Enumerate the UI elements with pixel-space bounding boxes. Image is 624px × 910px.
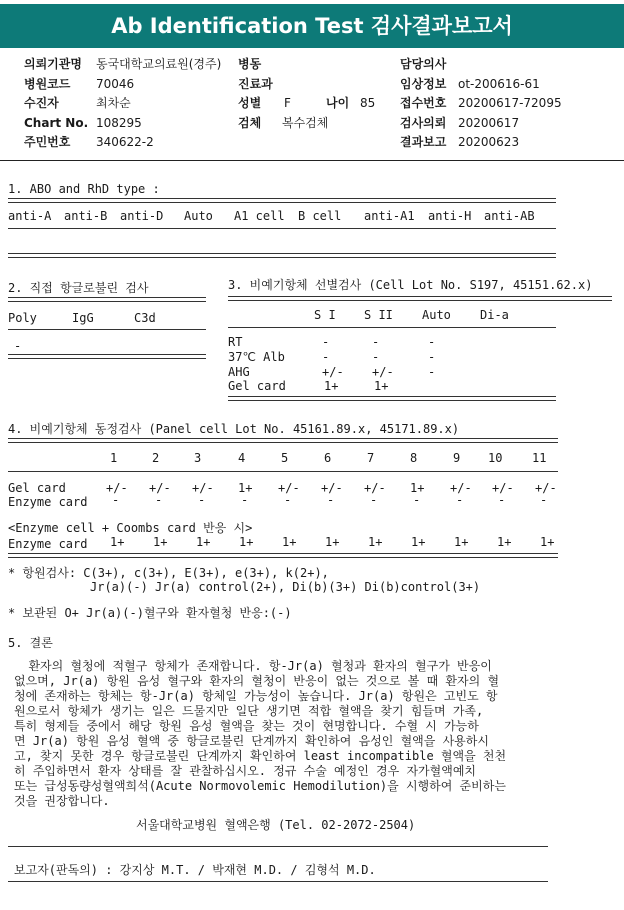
- specimen-value: 복수검체: [282, 116, 329, 130]
- sec1-col: anti-A1: [364, 209, 415, 223]
- specimen-label: 검체: [238, 116, 262, 130]
- sec3-row-label: RT: [228, 335, 243, 349]
- conclusion-line: 면 Jr(a) 항원 음성 혈액 중 항글로불린 단계까지 확인하여 음성인 혈액을 사용하시: [14, 734, 489, 748]
- report-title: Ab Identification Test 검사결과보고서: [0, 4, 624, 48]
- sec1-rule: [8, 228, 556, 229]
- sec4-num: 1: [110, 451, 118, 465]
- institution-label: 의뢰기관명: [24, 57, 82, 71]
- sec4-enz2-cell: 1+: [325, 535, 340, 549]
- chart-value: 108295: [96, 116, 142, 130]
- chart-label: Chart No.: [24, 116, 89, 130]
- sec3-double-rule-bottom: [228, 396, 556, 401]
- sec4-enz2-cell: 1+: [153, 535, 168, 549]
- sec4-enz2-cell: 1+: [368, 535, 383, 549]
- reporter-line: 보고자(판독의) : 강지상 M.T. / 박재현 M.D. / 김형석 M.D.: [14, 863, 376, 877]
- footer-rule-bottom: [8, 881, 548, 882]
- request-label: 검사의뢰: [400, 116, 447, 130]
- sec4-enz-cell: -: [456, 493, 464, 507]
- conclusion-line: 원으로서 항체가 생기는 일은 드물지만 일단 생기면 적합 혈액을 찾기 힘들며 가족,: [14, 704, 484, 718]
- sec3-cell: -: [372, 335, 380, 349]
- antigen-line2: Jr(a)(-) Jr(a) control(2+), Di(b)(3+) Di(b)control(3+): [90, 580, 481, 594]
- sec4-double-rule: [8, 438, 558, 443]
- sec4-gel-cell: 1+: [410, 481, 425, 495]
- sec3-cell: -: [428, 335, 436, 349]
- sec4-num: 3: [194, 451, 202, 465]
- sec4-enz2-cell: 1+: [411, 535, 426, 549]
- sec3-double-rule: [228, 296, 612, 301]
- sec1-col: anti-A: [8, 209, 52, 223]
- received-value: 20200617-72095: [458, 96, 562, 110]
- sec4-enz2-cell: 1+: [454, 535, 469, 549]
- sec4-gel-cell: +/-: [278, 481, 300, 495]
- sec4-rule: [8, 471, 558, 472]
- sec1-double-rule: [8, 198, 556, 203]
- sec4-enz-cell: -: [241, 493, 249, 507]
- sec4-enz-cell: -: [540, 493, 548, 507]
- conclusion-line: 청에 존재하는 항체는 항-Jr(a) 항체일 가능성이 높습니다. Jr(a) 항원은 고빈도 항: [14, 689, 498, 703]
- sex-label: 성별: [238, 96, 262, 110]
- sec4-enz2-cell: 1+: [196, 535, 211, 549]
- header-divider: [0, 160, 624, 161]
- antigen-line1: * 항원검사: C(3+), c(3+), E(3+), e(3+), k(2+),: [8, 566, 329, 580]
- sec3-cell: 1+: [374, 379, 389, 393]
- conclusion-line: 히 주입하면서 환자 상태를 잘 관찰하십시오. 정규 수술 예정인 경우 자가혈액예치: [14, 764, 477, 778]
- institution-value: 동국대학교의료원(경주): [96, 57, 222, 71]
- sec4-enz2-cell: 1+: [110, 535, 125, 549]
- sec2-col-c3d: C3d: [134, 311, 156, 325]
- sec4-enz-cell: -: [155, 493, 163, 507]
- sec4-num: 11: [532, 451, 547, 465]
- sec1-title: 1. ABO and RhD type :: [8, 182, 160, 196]
- sec3-col-auto: Auto: [422, 308, 451, 322]
- sec4-enz2-cell: 1+: [540, 535, 555, 549]
- sec3-cell: -: [372, 350, 380, 364]
- sec4-enz-cell: -: [327, 493, 335, 507]
- conclusion-line: 환자의 혈청에 적혈구 항체가 존재합니다. 항-Jr(a) 혈청과 환자의 혈구가 반응이: [14, 659, 492, 673]
- sec3-cell: -: [322, 335, 330, 349]
- sex-value: F: [284, 96, 291, 110]
- sec2-double-rule: [8, 297, 206, 302]
- sec4-double-rule-bottom: [8, 553, 558, 558]
- sec4-num: 2: [152, 451, 160, 465]
- sec4-num: 8: [410, 451, 418, 465]
- hospital-code-value: 70046: [96, 77, 135, 91]
- conclusion-line: 또는 급성동량성혈액희석(Acute Normovolemic Hemodilution)을 시행하여 준비하는: [14, 779, 506, 793]
- sec4-enz-cell: -: [284, 493, 292, 507]
- blood-bank-contact: 서울대학교병원 혈액은행 (Tel. 02-2072-2504): [136, 818, 416, 832]
- conclusion-text: [14, 659, 580, 809]
- sec4-num: 9: [453, 451, 461, 465]
- hospital-code-label: 병원코드: [24, 77, 71, 91]
- sec4-num: 10: [488, 451, 503, 465]
- report-label: 결과보고: [400, 135, 447, 149]
- sec3-cell: +/-: [372, 365, 394, 379]
- conclusion-line: 고, 찾지 못한 경우 항글로불린 단계까지 확인하여 least incompatible 혈액을 천천: [14, 749, 507, 763]
- sec4-enz2-label: Enzyme card: [8, 537, 88, 551]
- sec4-subtitle: <Enzyme cell + Coombs card 반응 시>: [8, 521, 253, 535]
- request-value: 20200617: [458, 116, 520, 130]
- age-label: 나이: [326, 96, 350, 110]
- sec4-gel-cell: +/-: [149, 481, 171, 495]
- conclusion-title: 5. 결론: [8, 636, 53, 650]
- sec3-col-s1: S I: [314, 308, 336, 322]
- footer-rule-top: [8, 846, 548, 847]
- sec4-enz-cell: -: [498, 493, 506, 507]
- sec4-gel-cell: 1+: [238, 481, 253, 495]
- conclusion-line: 없으며, Jr(a) 항원 음성 혈구와 환자의 혈청이 반응이 없는 것으로 볼 때 환자의 혈: [14, 674, 500, 688]
- sec3-row-label: 37℃ Alb: [228, 350, 285, 364]
- sec4-enz2-cell: 1+: [497, 535, 512, 549]
- sec2-col-poly: Poly: [8, 311, 37, 325]
- received-label: 접수번호: [400, 96, 447, 110]
- sec4-enz-cell: -: [198, 493, 206, 507]
- conclusion-line: 특히 형제들 중에서 해당 항원 음성 혈액을 찾는 것이 현명합니다. 수혈 시 가능하: [14, 719, 479, 733]
- sec4-gel-cell: +/-: [364, 481, 386, 495]
- sec1-col: B cell: [298, 209, 342, 223]
- sec3-cell: 1+: [324, 379, 339, 393]
- sec3-title: 3. 비예기항체 선별검사 (Cell Lot No. S197, 45151.62.x): [228, 278, 593, 292]
- recipient-label: 수진자: [24, 96, 59, 110]
- sec3-cell: -: [428, 350, 436, 364]
- report-value: 20200623: [458, 135, 520, 149]
- age-value: 85: [360, 96, 376, 110]
- attending-label: 담당의사: [400, 57, 447, 71]
- sec2-title: 2. 직접 항글로불린 검사: [8, 281, 149, 295]
- sec1-col: A1 cell: [234, 209, 285, 223]
- sec3-row-label: AHG: [228, 365, 250, 379]
- sec4-gel-cell: +/-: [321, 481, 343, 495]
- dept-label: 진료과: [238, 77, 273, 91]
- sec4-num: 4: [238, 451, 246, 465]
- sec2-rule: [8, 329, 206, 330]
- sec3-cell: +/-: [322, 365, 344, 379]
- sec4-gel-cell: +/-: [450, 481, 472, 495]
- sec4-enz2-cell: 1+: [239, 535, 254, 549]
- sec2-col-igg: IgG: [72, 311, 94, 325]
- sec1-col: Auto: [184, 209, 213, 223]
- sec4-enz2-cell: 1+: [282, 535, 297, 549]
- clinical-info-label: 임상정보: [400, 77, 447, 91]
- sec1-col: anti-AB: [484, 209, 535, 223]
- sec4-num: 7: [367, 451, 375, 465]
- sec4-num: 5: [281, 451, 289, 465]
- sec4-num: 6: [324, 451, 332, 465]
- sec4-gel-cell: +/-: [192, 481, 214, 495]
- sec1-col: anti-D: [120, 209, 164, 223]
- recipient-value: 최차순: [96, 96, 131, 110]
- resident-label: 주민번호: [24, 135, 71, 149]
- sec4-enz-label: Enzyme card: [8, 495, 88, 509]
- sec3-col-s2: S II: [364, 308, 393, 322]
- sec3-col-dia: Di-a: [480, 308, 509, 322]
- sec2-value: -: [14, 339, 22, 353]
- ward-label: 병동: [238, 57, 262, 71]
- sec4-gel-cell: +/-: [106, 481, 128, 495]
- sec3-cell: -: [428, 365, 436, 379]
- sec3-rule: [228, 327, 556, 328]
- sec3-row-label: Gel card: [228, 379, 286, 393]
- sec3-cell: -: [322, 350, 330, 364]
- sec1-double-rule-bottom: [8, 253, 556, 258]
- conclusion-line: 것을 권장합니다.: [14, 794, 110, 808]
- sec2-double-rule-bottom: [8, 354, 206, 359]
- sec4-enz-cell: -: [413, 493, 421, 507]
- sec1-col: anti-B: [64, 209, 108, 223]
- sec4-enz-cell: -: [112, 493, 120, 507]
- sec4-enz-cell: -: [370, 493, 378, 507]
- sec4-gel-cell: +/-: [492, 481, 514, 495]
- sec4-title: 4. 비예기항체 동정검사 (Panel cell Lot No. 45161.89.x, 45171.89.x): [8, 422, 460, 436]
- resident-value: 340622-2: [96, 135, 154, 149]
- sec4-gel-cell: +/-: [535, 481, 557, 495]
- stored-cells-result: * 보관된 O+ Jr(a)(-)혈구와 환자혈청 반응:(-): [8, 606, 292, 620]
- sec1-col: anti-H: [428, 209, 472, 223]
- sec4-gel-label: Gel card: [8, 481, 66, 495]
- clinical-info-value: ot-200616-61: [458, 77, 540, 91]
